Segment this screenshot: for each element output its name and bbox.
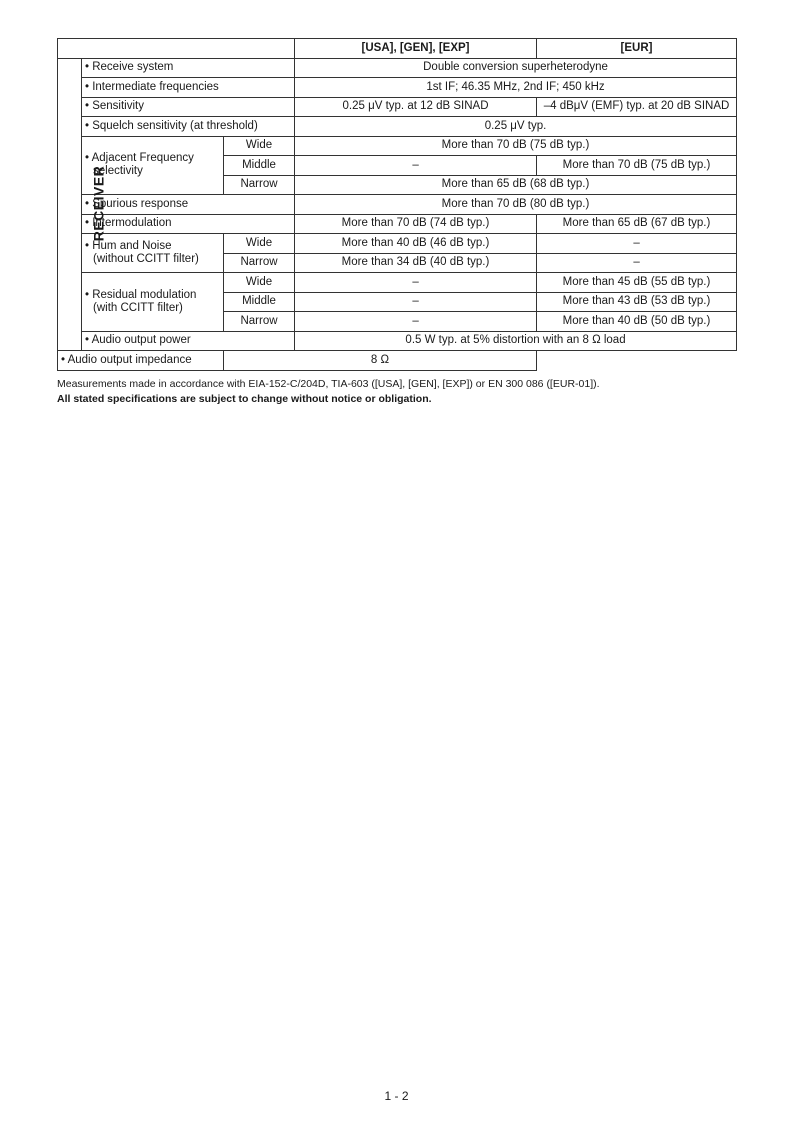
residual-label-line2: (with CCITT filter) <box>93 301 183 314</box>
table-row <box>58 58 737 78</box>
hum-label-line2: (without CCITT filter) <box>93 253 199 265</box>
header-eur: [EUR] <box>537 39 737 59</box>
hum-wide-eur: – <box>537 234 737 254</box>
sensitivity-eur: –4 dBμV (EMF) typ. at 20 dB SINAD <box>537 97 737 117</box>
sensitivity-label: • Sensitivity <box>82 97 295 117</box>
residual-narrow-eur: More than 40 dB (50 dB typ.) <box>537 312 737 332</box>
if-freq-value: 1st IF; 46.35 MHz, 2nd IF; 450 kHz <box>295 78 737 98</box>
table-header-row <box>58 39 737 59</box>
table-row <box>58 195 737 215</box>
audio-power-label: • Audio output power <box>82 331 295 351</box>
table-row <box>58 78 737 98</box>
footnotes <box>57 377 600 407</box>
disclaimer-note: All stated specifications are subject to change without notice or obligation. <box>57 393 432 405</box>
table-row <box>58 273 737 293</box>
squelch-value: 0.25 μV typ. <box>295 117 737 137</box>
residual-label <box>82 273 224 332</box>
if-freq-label: • Intermediate frequencies <box>82 78 295 98</box>
header-usa: [USA], [GEN], [EXP] <box>295 39 537 59</box>
hum-narrow-mode: Narrow <box>224 253 295 273</box>
squelch-label: • Squelch sensitivity (at threshold) <box>82 117 295 137</box>
table-row <box>58 117 737 137</box>
table-row <box>58 214 737 234</box>
residual-label-line1: • Residual modulation <box>85 288 197 301</box>
residual-wide-eur: More than 45 dB (55 dB typ.) <box>537 273 737 293</box>
adjacent-middle-usa: – <box>295 156 537 176</box>
table-row <box>58 136 737 156</box>
section-label: RECEIVER <box>90 165 107 242</box>
residual-middle-eur: More than 43 dB (53 dB typ.) <box>537 292 737 312</box>
receive-system-value: Double conversion superheterodyne <box>295 58 737 78</box>
adjacent-middle-eur: More than 70 dB (75 dB typ.) <box>537 156 737 176</box>
hum-narrow-eur: – <box>537 253 737 273</box>
intermod-usa: More than 70 dB (74 dB typ.) <box>295 214 537 234</box>
header-blank <box>58 39 295 59</box>
adjacent-wide-mode: Wide <box>224 136 295 156</box>
spurious-label: • Spurious response <box>82 195 295 215</box>
page-number: 1 - 2 <box>384 1089 409 1103</box>
section-label-cell <box>58 58 107 351</box>
receive-system-label: • Receive system <box>82 58 295 78</box>
residual-middle-usa: – <box>295 292 537 312</box>
hum-narrow-usa: More than 34 dB (40 dB typ.) <box>295 253 537 273</box>
residual-narrow-usa: – <box>295 312 537 332</box>
measurement-note: Measurements made in accordance with EIA-152-C/204D, TIA-603 ([USA], [GEN], [EXP]) or EN 300 086 ([EUR-01]). <box>57 378 600 390</box>
audio-impedance-label: • Audio output impedance <box>58 351 224 371</box>
audio-power-value: 0.5 W typ. at 5% distortion with an 8 Ω load <box>295 331 737 351</box>
adjacent-label-line1: • Adjacent Frequency <box>85 152 194 165</box>
hum-label-line1: • Hum and Noise <box>85 240 172 252</box>
residual-middle-mode: Middle <box>224 292 295 312</box>
table-row <box>58 331 737 351</box>
adjacent-middle-mode: Middle <box>224 156 295 176</box>
residual-wide-mode: Wide <box>224 273 295 293</box>
intermod-label: • Intermodulation <box>82 214 295 234</box>
table-row <box>58 97 737 117</box>
adjacent-label-line2: selectivity <box>93 165 143 178</box>
hum-wide-mode: Wide <box>224 234 295 254</box>
adjacent-wide-value: More than 70 dB (75 dB typ.) <box>295 136 737 156</box>
intermod-eur: More than 65 dB (67 dB typ.) <box>537 214 737 234</box>
residual-wide-usa: – <box>295 273 537 293</box>
table-row <box>58 234 737 254</box>
table-row <box>58 351 737 371</box>
residual-narrow-mode: Narrow <box>224 312 295 332</box>
adjacent-narrow-mode: Narrow <box>224 175 295 195</box>
sensitivity-usa: 0.25 μV typ. at 12 dB SINAD <box>295 97 537 117</box>
audio-impedance-value: 8 Ω <box>224 351 537 371</box>
spurious-value: More than 70 dB (80 dB typ.) <box>295 195 737 215</box>
adjacent-narrow-value: More than 65 dB (68 dB typ.) <box>295 175 737 195</box>
receiver-spec-table <box>57 38 737 371</box>
hum-wide-usa: More than 40 dB (46 dB typ.) <box>295 234 537 254</box>
